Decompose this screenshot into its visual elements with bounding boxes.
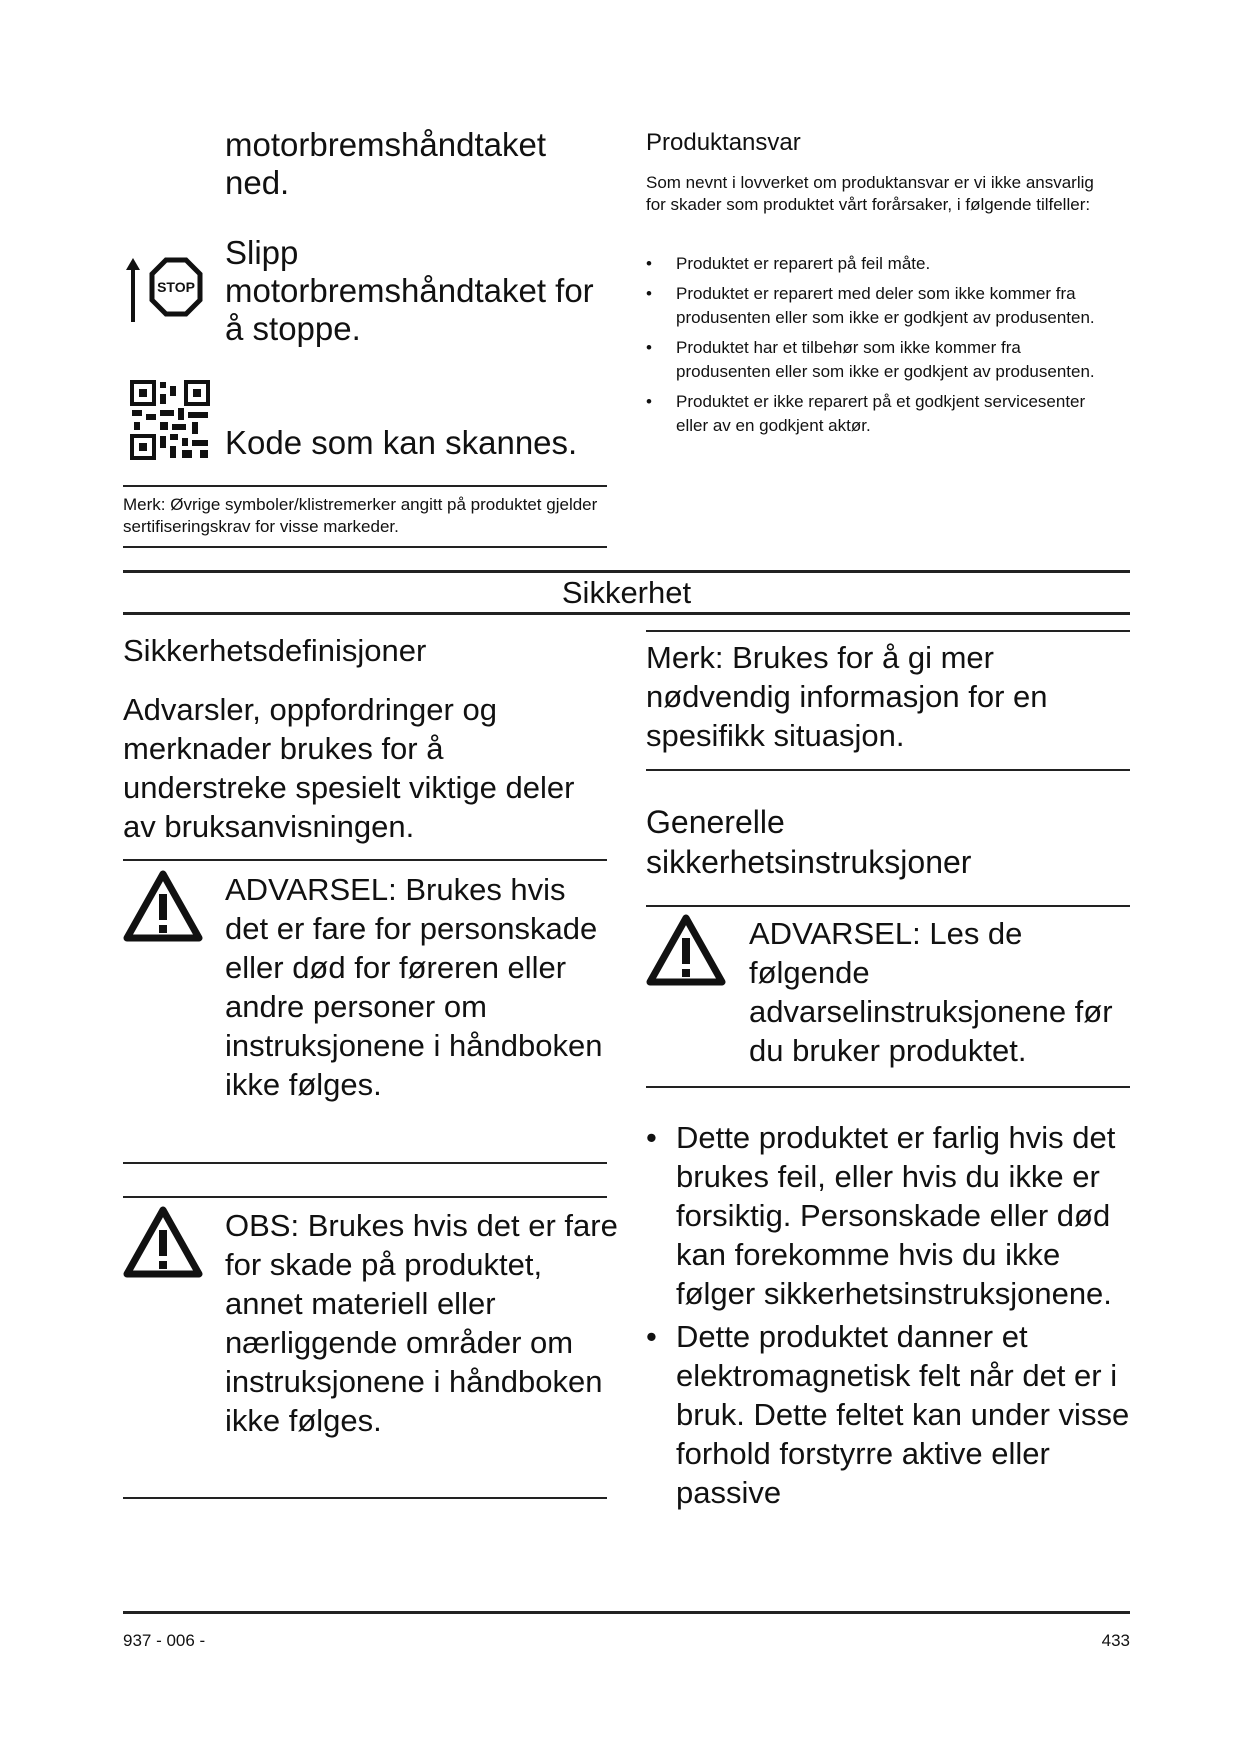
footer-rule <box>123 1611 1130 1614</box>
section-rule-top <box>123 570 1130 573</box>
divider <box>123 546 607 548</box>
divider <box>646 630 1130 632</box>
list-item: • Produktet har et tilbehør som ikke kommer fra produsenten eller som ikke er godkjent av produsenten. <box>646 336 1116 384</box>
divider <box>646 769 1130 771</box>
divider <box>646 1086 1130 1088</box>
qr-code-icon <box>130 380 210 460</box>
list-item: • Produktet er reparert med deler som ikke kommer fra produsenten eller som ikke er godkjent av produsenten. <box>646 282 1116 330</box>
warning-triangle-icon <box>646 914 726 986</box>
list-item: • Dette produktet er farlig hvis det brukes feil, eller hvis du ikke er forsiktig. Personskade eller død kan forekomme hvis du ikke følger sikkerhetsinstruksjonene. <box>646 1118 1136 1313</box>
product-liability-intro: Som nevnt i lovverket om produktansvar er vi ikke ansvarlig for skader som produktet vårt forårsaker, i følgende tilfeller: <box>646 173 1094 214</box>
release-brake-text: Slipp motorbremshåndtaket for å stoppe. <box>225 234 594 347</box>
note-definition: Merk: Brukes for å gi mer nødvendig informasjon for en spesifikk situasjon. <box>646 640 1048 753</box>
general-safety-heading: Generelle sikkerhetsinstruksjoner <box>646 804 972 880</box>
caution-triangle-icon <box>123 1206 203 1278</box>
doc-code: 937 - 006 - <box>123 1631 206 1650</box>
safety-definitions-intro: Advarsler, oppfordringer og merknader brukes for å understreke spesielt viktige deler av bruksanvisningen. <box>123 692 575 844</box>
list-item: • Dette produktet danner et elektromagnetisk felt når det er i bruk. Dette feltet kan under visse forhold forstyrre aktive eller passive <box>646 1317 1136 1512</box>
product-liability-heading: Produktansvar <box>646 129 801 156</box>
caution-definition: OBS: Brukes hvis det er fare for skade på produktet, annet materiell eller nærliggende områder om instruksjonene i håndboken ikke følges. <box>225 1208 618 1438</box>
divider <box>123 1497 607 1499</box>
product-liability-list <box>646 252 1116 444</box>
page-number: 433 <box>1101 1631 1130 1650</box>
stop-icon-label: STOP <box>157 279 195 295</box>
qr-code-text: Kode som kan skannes. <box>225 424 578 461</box>
divider <box>123 1162 607 1164</box>
release-brake-stop-icon <box>122 256 217 326</box>
divider <box>123 1196 607 1198</box>
warning-triangle-icon <box>123 870 203 942</box>
top-left-note: Merk: Øvrige symboler/klistremerker angitt på produktet gjelder sertifiseringskrav for visse markeder. <box>123 495 598 536</box>
list-item: • Produktet er reparert på feil måte. <box>646 252 1116 276</box>
section-rule-bottom <box>123 612 1130 615</box>
general-safety-list <box>646 1118 1136 1516</box>
safety-definitions-heading: Sikkerhetsdefinisjoner <box>123 633 427 668</box>
section-title: Sikkerhet <box>561 575 692 610</box>
general-warning-text: ADVARSEL: Les de følgende advarselinstruksjonene før du bruker produktet. <box>749 916 1113 1068</box>
divider <box>123 859 607 861</box>
list-item: • Produktet er ikke reparert på et godkjent servicesenter eller av en godkjent aktør. <box>646 390 1116 438</box>
motorbrake-text: motorbremshåndtaket ned. <box>225 126 546 201</box>
divider <box>646 905 1130 907</box>
warning-definition: ADVARSEL: Brukes hvis det er fare for personskade eller død for føreren eller andre personer om instruksjonene i håndboken ikke følges. <box>225 872 603 1102</box>
divider <box>123 485 607 487</box>
